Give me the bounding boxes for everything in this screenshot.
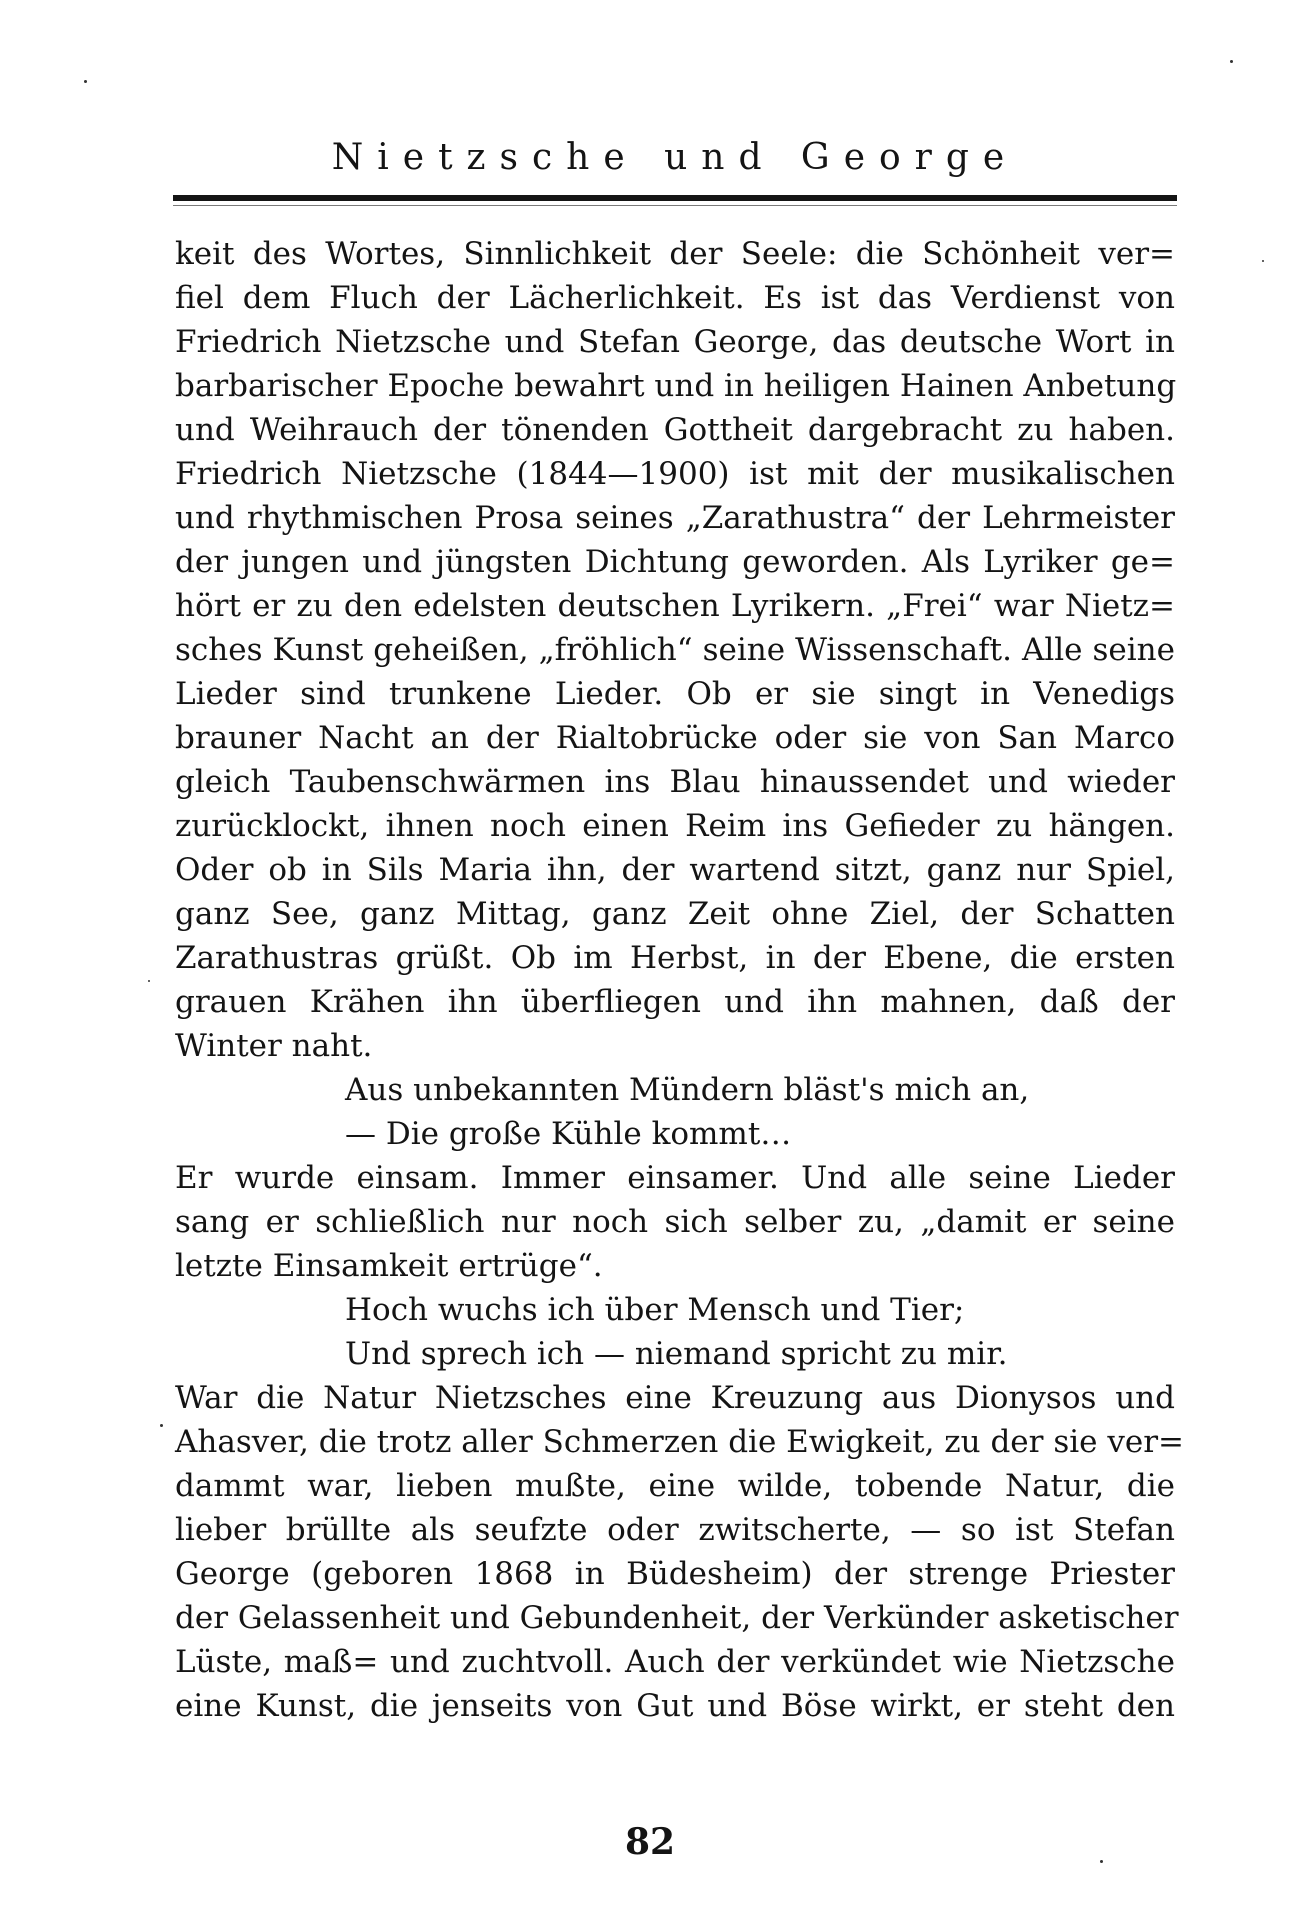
text-line: gleich Taubenschwärmen ins Blau hinaussendet und wieder bbox=[175, 764, 1175, 800]
text-line: fiel dem Fluch der Lächerlichkeit. Es ist das Verdienst von bbox=[175, 280, 1175, 316]
text-line: Zarathustras grüßt. Ob im Herbst, in der Ebene, die ersten bbox=[175, 940, 1175, 976]
text-line: brauner Nacht an der Rialtobrücke oder sie von San Marco bbox=[175, 720, 1175, 756]
paper-speck bbox=[84, 80, 87, 83]
text-line: sang er schließlich nur noch sich selber zu, „damit er seine bbox=[175, 1204, 1175, 1240]
text-line: hört er zu den edelsten deutschen Lyrikern. „Frei“ war Nietz= bbox=[175, 588, 1175, 624]
paper-speck bbox=[1100, 1860, 1103, 1863]
verse-line: Aus unbekannten Mündern bläst's mich an, bbox=[345, 1072, 1030, 1108]
text-line: und Weihrauch der tönenden Gottheit dargebracht zu haben. bbox=[175, 412, 1175, 448]
text-line: Friedrich Nietzsche (1844—1900) ist mit der musikalischen bbox=[175, 456, 1175, 492]
verse-line: — Die große Kühle kommt… bbox=[345, 1116, 792, 1152]
text-line: Er wurde einsam. Immer einsamer. Und alle seine Lieder bbox=[175, 1160, 1175, 1196]
paper-speck bbox=[148, 980, 150, 982]
text-line: keit des Wortes, Sinnlichkeit der Seele: die Schönheit ver= bbox=[175, 236, 1175, 272]
text-line: dammt war, lieben mußte, eine wilde, tobende Natur, die bbox=[175, 1468, 1175, 1504]
text-line: der Gelassenheit und Gebundenheit, der Verkünder asketischer bbox=[175, 1600, 1179, 1636]
verse-line: Hoch wuchs ich über Mensch und Tier; bbox=[345, 1292, 965, 1328]
text-line: lieber brüllte als seufzte oder zwitscherte, — so ist Stefan bbox=[175, 1512, 1175, 1548]
text-line: sches Kunst geheißen, „fröhlich“ seine Wissenschaft. Alle seine bbox=[175, 632, 1175, 668]
text-line: Lüste, maß= und zuchtvoll. Auch der verkündet wie Nietzsche bbox=[175, 1644, 1175, 1680]
text-line: Ahasver, die trotz aller Schmerzen die Ewigkeit, zu der sie ver= bbox=[175, 1424, 1184, 1460]
text-line: War die Natur Nietzsches eine Kreuzung aus Dionysos und bbox=[175, 1380, 1175, 1416]
text-line: ganz See, ganz Mittag, ganz Zeit ohne Ziel, der Schatten bbox=[175, 896, 1175, 932]
text-line: zurücklockt, ihnen noch einen Reim ins Gefieder zu hängen. bbox=[175, 808, 1175, 844]
page-number: 82 bbox=[624, 1821, 676, 1863]
header-rule bbox=[173, 195, 1177, 201]
header-rule-thin bbox=[173, 205, 1177, 206]
text-line: barbarischer Epoche bewahrt und in heiligen Hainen Anbetung bbox=[175, 368, 1177, 404]
running-header: Nietzsche und George bbox=[331, 137, 1019, 178]
text-line: letzte Einsamkeit ertrüge“. bbox=[175, 1248, 603, 1284]
text-line: Oder ob in Sils Maria ihn, der wartend sitzt, ganz nur Spiel, bbox=[175, 852, 1175, 888]
paper-speck bbox=[1230, 60, 1233, 63]
text-line: Lieder sind trunkene Lieder. Ob er sie singt in Venedigs bbox=[175, 676, 1175, 712]
text-line: eine Kunst, die jenseits von Gut und Böse wirkt, er steht den bbox=[175, 1688, 1175, 1724]
text-line: der jungen und jüngsten Dichtung geworden. Als Lyriker ge= bbox=[175, 544, 1175, 580]
paper-speck bbox=[160, 1424, 163, 1427]
text-line: Friedrich Nietzsche und Stefan George, das deutsche Wort in bbox=[175, 324, 1175, 360]
text-line: und rhythmischen Prosa seines „Zarathustra“ der Lehrmeister bbox=[175, 500, 1175, 536]
paper-speck bbox=[1262, 260, 1264, 262]
text-line: Winter naht. bbox=[175, 1028, 373, 1064]
text-line: grauen Krähen ihn überfliegen und ihn mahnen, daß der bbox=[175, 984, 1175, 1020]
verse-line: Und sprech ich — niemand spricht zu mir. bbox=[345, 1336, 1008, 1372]
text-line: George (geboren 1868 in Büdesheim) der strenge Priester bbox=[175, 1556, 1175, 1592]
